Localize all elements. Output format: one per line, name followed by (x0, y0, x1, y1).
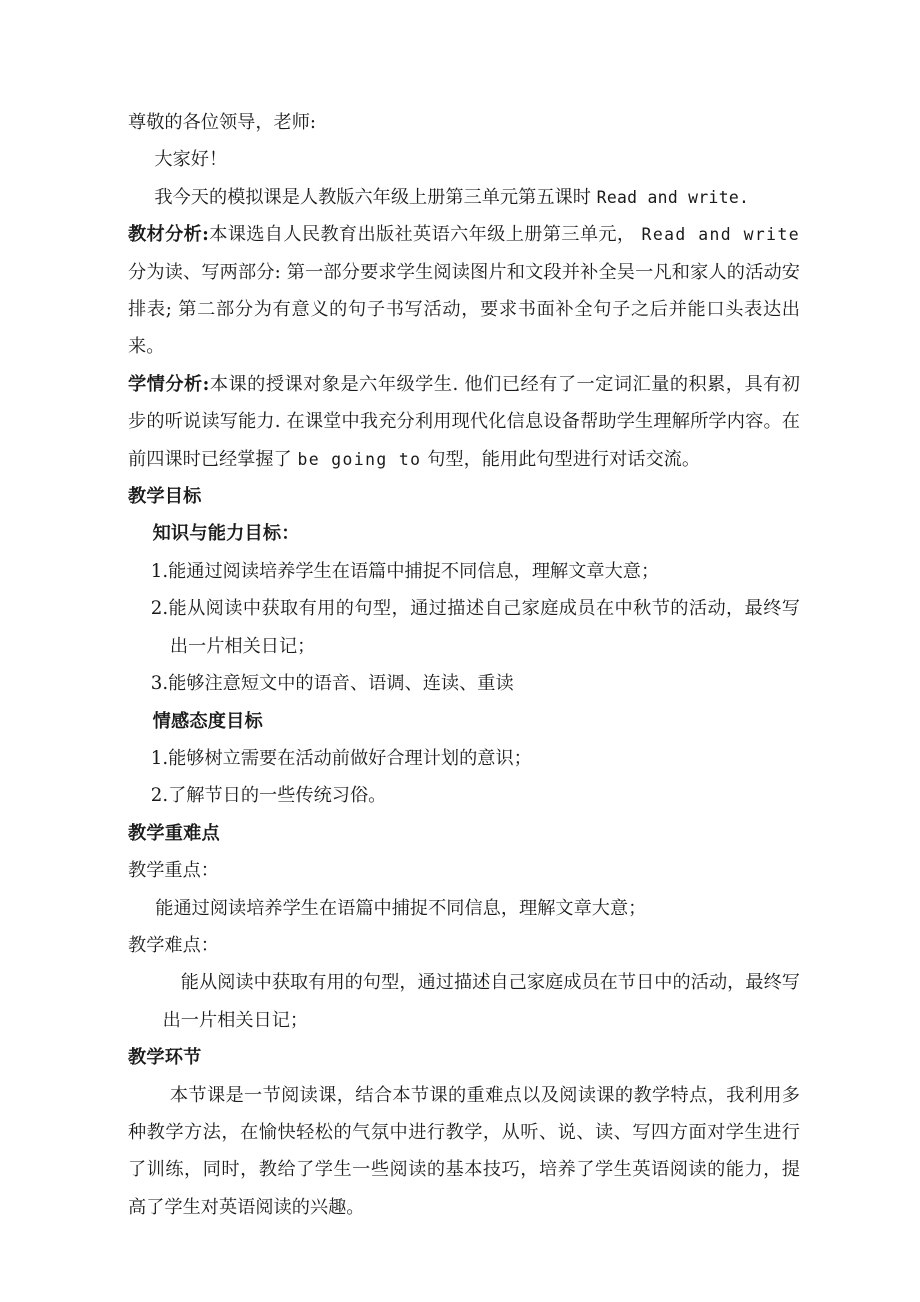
student-analysis-label: 学情分析: (128, 373, 210, 395)
list-item (151, 777, 800, 814)
textbook-analysis-label: 教材分析: (128, 224, 209, 246)
student-analysis-latin: be going to (297, 449, 422, 469)
key-points-body: 能通过阅读培养学生在语篇中捕捉不同信息，理解文章大意； (155, 897, 647, 919)
greeting-line: 大家好！ (154, 149, 228, 171)
list-item-number: 3. (150, 673, 169, 695)
salutation-line: 尊敬的各位领导，老师: (128, 112, 317, 133)
student-analysis-body-part1: 本课的授课对象是六年级学生. 他们已经有了一定词汇量的积累，具有初步的听说读写能力. 在课堂中我充分利用现代化信息设备帮助学生理解所学内容。在前四课时已经掌握了 (128, 373, 800, 470)
intro-lesson-title: Read and write. (596, 187, 750, 207)
list-item-text: 能从阅读中获取有用的句型，通过描述自己家庭成员在中秋节的活动，最终写出一片相关日记； (168, 598, 800, 657)
list-item (151, 553, 800, 590)
heading-key-and-difficult-points: 教学重难点 (128, 822, 220, 844)
heading-teaching-goals: 教学目标 (128, 486, 202, 508)
teaching-steps-body: 本节课是一节阅读课，结合本节课的重难点以及阅读课的教学特点，我利用多种教学方法，在愉快轻松的气氛中进行教学，从听、说、读、写四方面对学生进行了训练，同时，教给了学生一些阅读的基本技巧，培养了学生英语阅读的能力，提高了学生对英语阅读的兴趣。 (128, 1084, 800, 1218)
textbook-analysis-paragraph (128, 216, 800, 366)
intro-prefix-text: 我今天的模拟课是人教版六年级上册第三单元第五课时 (154, 186, 597, 208)
textbook-analysis-body-part2: 分为读、写两部分: 第一部分要求学生阅读图片和文段并补全吴一凡和家人的活动安排表; 第二部分为有意义的句子书写活动，要求书面补全句子之后并能口头表达出来。 (128, 261, 800, 358)
subheading-knowledge-goals: 知识与能力目标： (152, 523, 300, 545)
difficult-points-body: 能从阅读中获取有用的句型，通过描述自己家庭成员在节日中的活动，最终写出一片相关日记； (162, 972, 800, 1031)
difficult-points-label: 教学难点： (128, 934, 219, 956)
list-item-text: 能够注意短文中的语音、语调、连读、重读 (168, 673, 514, 695)
textbook-analysis-latin: Read and write (641, 225, 800, 245)
list-item-text: 能通过阅读培养学生在语篇中捕捉不同信息，理解文章大意； (168, 560, 660, 582)
list-item-number: 1. (150, 747, 169, 769)
intro-line (128, 179, 800, 216)
textbook-analysis-body-part1: 本课选自人民教育出版社英语六年级上册第三单元， (208, 224, 642, 246)
list-item-number: 2. (150, 598, 169, 620)
list-item (151, 740, 800, 777)
student-analysis-paragraph (128, 366, 800, 478)
list-item (151, 590, 800, 665)
document-body (128, 104, 800, 1226)
list-item-text: 能够树立需要在活动前做好合理计划的意识； (168, 747, 532, 769)
list-item (151, 665, 800, 702)
key-points-label: 教学重点： (128, 860, 219, 882)
subheading-attitude-goals: 情感态度目标 (152, 710, 263, 732)
list-item-number: 2. (150, 785, 169, 807)
list-item-number: 1. (150, 560, 169, 582)
list-item-text: 了解节日的一些传统习俗。 (168, 785, 387, 807)
student-analysis-body-part2: 句型，能用此句型进行对话交流。 (421, 448, 701, 470)
heading-teaching-steps: 教学环节 (128, 1047, 202, 1069)
